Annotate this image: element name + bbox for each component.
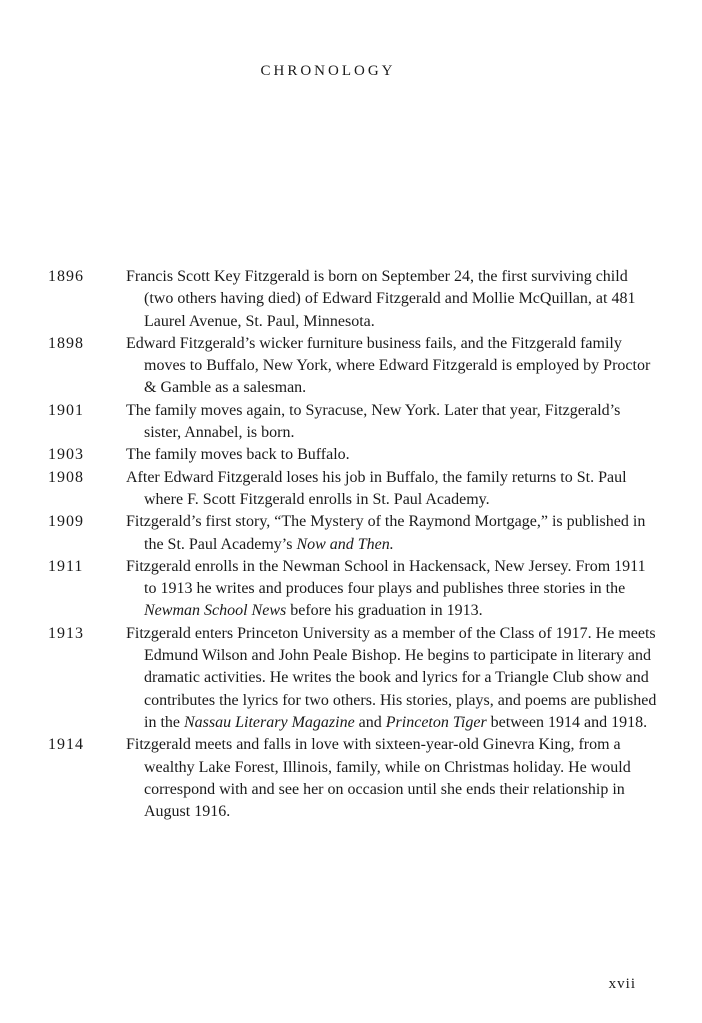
entry-text: The family moves again, to Syracuse, New York. Later that year, Fitzgerald’s sister, Annabel, is born. — [126, 401, 621, 442]
entry-text-part: Fitzgerald enrolls in the Newman School in Hackensack, New Jersey. From 1911 to 1913 he writes and produces four plays and publishes three stories in the — [126, 557, 646, 598]
entry-text — [126, 556, 658, 623]
entry-text-part: between 1914 and 1918. — [486, 713, 648, 731]
entry-year: 1914 — [48, 736, 84, 754]
entry-text: After Edward Fitzgerald loses his job in Buffalo, the family returns to St. Paul where F. Scott Fitzgerald enrolls in St. Paul Academy. — [126, 468, 627, 508]
publication-title: Princeton Tiger — [385, 713, 487, 731]
entry-year: 1909 — [48, 513, 84, 531]
chronology-entry — [48, 734, 658, 823]
chronology-entry — [48, 400, 658, 445]
chronology-entry — [48, 444, 658, 466]
chronology-list — [48, 266, 658, 823]
chronology-entry — [48, 333, 658, 400]
entry-year: 1903 — [48, 446, 84, 464]
entry-text: The family moves back to Buffalo. — [126, 446, 350, 464]
entry-text — [126, 511, 658, 556]
entry-year: 1908 — [48, 468, 84, 486]
publication-title: Now and Then. — [296, 535, 394, 553]
chronology-entry — [48, 556, 658, 623]
entry-year: 1898 — [48, 334, 84, 352]
entry-text — [126, 623, 658, 734]
chronology-entry — [48, 623, 658, 734]
publication-title: Newman School News — [144, 602, 287, 620]
entry-year: 1913 — [48, 624, 84, 642]
running-head: CHRONOLOGY — [260, 63, 396, 79]
entry-text: Edward Fitzgerald’s wicker furniture business fails, and the Fitzgerald family moves to Buffalo, New York, where Edward Fitzgerald is employed by Proctor & Gamble as a salesman. — [126, 334, 651, 397]
page-number: xvii — [608, 976, 636, 992]
entry-year: 1901 — [48, 401, 84, 419]
publication-title: Nassau Literary Magazine — [184, 713, 355, 731]
entry-year: 1911 — [48, 557, 84, 575]
chronology-entry — [48, 467, 658, 512]
entry-text-part: and — [354, 713, 386, 731]
entry-text-part: Fitzgerald’s first story, “The Mystery of the Raymond Mortgage,” is published in the St. Paul Academy’s — [126, 513, 646, 553]
entry-text-part: before his graduation in 1913. — [286, 602, 483, 620]
chronology-entry — [48, 266, 658, 333]
entry-text: Fitzgerald meets and falls in love with sixteen-year-old Ginevra King, from a wealthy Lake Forest, Illinois, family, while on Christmas holiday. He would correspond with and see her on occasion until she ends their relationship in August 1916. — [126, 736, 631, 821]
entry-text-part: Fitzgerald enters Princeton University as a member of the Class of 1917. He meets Edmund Wilson and John Peale Bishop. He begins to participate in literary and dramatic activities. He writes the book and lyrics for a Triangle Club show and contributes the lyrics for two others. His stories, plays, and poems are published in the — [126, 624, 657, 731]
entry-text: Francis Scott Key Fitzgerald is born on September 24, the first surviving child (two others having died) of Edward Fitzgerald and Mollie McQuillan, at 481 Laurel Avenue, St. Paul, Minnesota. — [126, 268, 636, 330]
chronology-entry — [48, 511, 658, 556]
entry-year: 1896 — [48, 268, 84, 285]
